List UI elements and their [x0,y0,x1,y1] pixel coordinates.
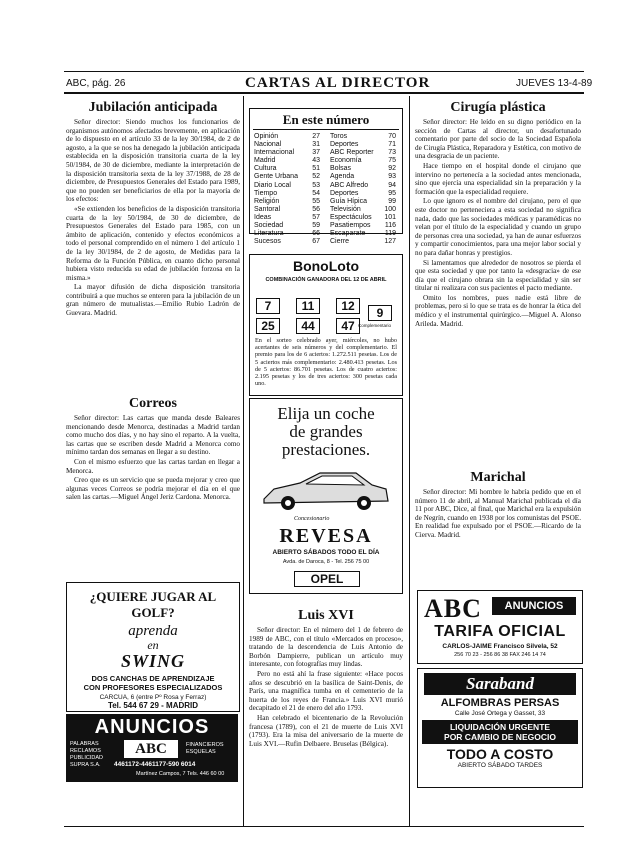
ad-phone: 4461172-4461177-590 6014 [114,761,196,768]
bonoloto-subtitle: COMBINACIÓN GANADORA DEL 12 DE ABRIL [265,277,387,283]
index-entry: Opinión 27 [254,133,320,140]
ad-headline: prestaciones. [281,440,371,459]
ad-text: en [147,638,159,652]
winning-number: 12 [336,298,360,314]
opel-logo: OPEL [294,571,360,587]
ad-address: CARCUA, 6 (entre Pº Rosa y Ferraz) [99,694,207,701]
index-entry: Bolsas 92 [330,165,396,173]
index-entry: Economía 75 [330,157,396,165]
index-entry: Agenda 93 [330,173,396,181]
abc-logo: ABC [124,740,178,758]
winning-number: 11 [296,298,320,314]
index-entry: Deportes 71 [330,141,396,149]
index-entry: Internacional 37 [254,149,320,157]
letter-title: Jubilación anticipada [88,100,218,115]
page-number: ABC, pág. 26 [66,78,126,89]
index-rule [253,129,399,130]
ad-text: ABIERTO SÁBADO TARDES [457,762,543,769]
ad-phone: 256 70 23 - 256 86 38 FAX 246 14 74 [454,652,546,658]
index-entry: Deportes 95 [330,189,396,197]
ad-headline: TARIFA OFICIAL [434,623,566,640]
letter-title: Correos [129,396,177,411]
index-list-left [254,133,320,246]
bonoloto-box [249,254,403,396]
index-entry: Religión 55 [254,197,320,205]
column-divider [243,96,244,826]
letter-body: Señor director: Mi hombre le habría pedido que en el número 11 de abril, al Manual Marichal publicada el día 11 por ABC, Dice, al final, que Marichal era la expulsión de Negrín, cuando en 1938 por los comunistas del PSOE. En realidad fue expulsado por el PSOE.—Ricardo de la Cierva. Madrid. [415,488,581,539]
winning-number: 47 [336,318,360,334]
index-entry: Sociedad 59 [254,222,320,230]
header-rule [64,92,584,94]
letter-title: Cirugía plástica [450,100,546,115]
index-entry: Espectáculos 101 [330,213,396,221]
dealer-brand: REVESA [279,525,373,547]
index-entry: Diario Local 53 [254,181,320,189]
index-entry: Gente Urbana 52 [254,173,320,181]
winning-number: 7 [256,298,280,314]
index-title: En este número [282,112,370,127]
index-entry: ABC Reporter 73 [330,149,396,157]
index-entry: Cierre 127 [330,238,396,246]
ad-address: Martínez Campos, 7 Tels. 446 60 00 [136,771,225,777]
index-entry: Nacional 31 [254,141,320,149]
bottom-rule [64,826,584,827]
winning-number: 25 [256,318,280,334]
bonoloto-text: En el sorteo celebrado ayer, miércoles, no hubo acertantes de seis números y del complementario. El premio para los de 6 aciertos: 1.272.511 pesetas. Los de 5 aciertos más complementario: 2.480.413 pesetas. Los de 5 aciertos: 86.701 pesetas. Los de cuatro aciertos: 2.195 pesetas y los de tres aciertos: 300 pesetas cada uno. [255,337,397,388]
ad-brand: SWING [120,651,186,671]
index-entry: Televisión 100 [330,205,396,213]
golf-ad [66,582,240,712]
index-entry: Toros 70 [330,133,396,140]
letter-body: Señor director: Siendo muchos los funcionarios de organismos autónomos afectados brevemente, en aplicación de lo dispuesto en el artículo 33 de la ley 30/1984, de 2 de agosto, a la que se nos ha denegado la jubilación anticipada establecida en la disposición transitoria cuarta de la ley 50/1984, de 30 de diciembre, mediante la interpretación de la disposición transitoria sexta de la ley 37/1988, de 28 de diciembre, de Presupuestos Generales del Estado para 1989, que no pueden ser beneficiarios de ella por la mayoría de los efectos: «Se extienden los beneficios de la disposición transitoria cuarta de la ley 50/1984, de 30 de diciembre, de Presupuestos Generales del Estado para 1985, con un ámbito de aplicación, contenido y efectos económicos a todo el personal comprendido en el número 1 del artículo 1 de la ley 30/1984, de 2 de agosto, de Medidas para la Reforma de la Función Pública, en cuanto dicho personal hubiera visto reducida su edad de jubilación forzosa en la misma.» La mayor difusión de dicha disposición transitoria contribuirá a que muchos se enteren para la jubilación de un gran número de mutualistas.—Emilio Rubio Ladrón de Guevara. Madrid. [66,118,240,318]
ad-text: FINANCIEROS ESQUELAS [186,742,224,755]
winning-number: 44 [296,318,320,334]
ad-phone: Tel. 544 67 29 - MADRID [107,701,199,710]
letter-body: Señor director: Las cartas que manda desde Baleares mencionando desde Menorca, destinadas a Madrid tardan como mucho dos días, y no hay sino el reparto. A la vuelta, las cartas que se escriben desde Madrid a Menorca como mínimo tardan dos semanas en llegar a su destino. Con el mismo esfuerzo que las cartas tardan en llegar a Menorca. Creo que es un servicio que se pueda mejorar y creo que algunas veces Correos se podría mejorar el día en el que salen las cartas.—Miguel Ángel Jeriz Cardona. Menorca. [66,414,240,502]
index-entry: Guía Hípica 99 [330,197,396,205]
ad-text: ABIERTO SÁBADOS TODO EL DÍA [272,549,380,556]
index-entry: Ideas 57 [254,213,320,221]
index-entry: Santoral 56 [254,205,320,213]
section-title: CARTAS AL DIRECTOR [245,75,431,91]
ad-text: aprenda [128,623,178,639]
ad-label: Concesionario [294,516,330,522]
index-entry: Literatura 66 [254,230,320,238]
numbers-row [256,317,360,335]
letter-title: Marichal [470,470,526,485]
index-entry: Sucesos 67 [254,238,320,246]
index-entry: Tiempo 54 [254,189,320,197]
ad-text: LIQUIDACIÓN URGENTE [449,722,551,732]
ad-headline: ANUNCIOS [94,716,210,738]
ad-address: CARLOS-JAIME Francisco Silvela, 52 [442,643,558,650]
letter-body: Señor director: He leído en su digno periódico en la sección de Cartas al director, un desafortunado comentario por parte del socio de la Sociedad Española de Cirugía Plástica, Reparadora y Estética, con motivo de una desgracia de un paciente. Hace tiempo en el hospital donde el cirujano que intervino no pertenecía a la sociedad antes mencionada, sino que ejercía una especialidad sin la preparación y la formación que la especialidad requiere. Lo que ignoro es el nombre del cirujano, pero el que este doctor no perteneciera a esta sociedad no significa nada, dado que las sociedades médicas y paramédicas no velan por el título de la especialidad y cuando un grupo de personas crea una sociedad, ya han de aunar esfuerzos y compartir conocimientos, para una mejor labor social y no para dañar honras y prestigios. Si lamentamos que alrededor de nosotros se pierda el que esta sociedad y que por tanto la «desgracia» de ese día que el cirujano obrara sin la especialidad y sin ser titular ni realizara con sus pacientes el pacto mediante. Omito los nombres, pues nadie está libre de problemas, pero si lo que se trata es de honrar la ética del médico y el instrumental quirúrgico.—Miguel A. Alonso Arileda. Madrid. [415,118,581,328]
column-divider [409,96,410,826]
ad-address: Calle José Ortega y Gasset, 33 [454,710,546,717]
letter-body: Señor director: En el número del 1 de febrero de 1989 de ABC, con el título «Mercados en proceso», tratando de la descendencia de Luis Antonio de Borbón Dampierre, publican un artículo muy interesante, con fotografías muy lindas. Pero no está ahí la frase siguiente: «Hace pocos años se descubrió en la basílica de Saint-Denis, de París, una magnífica tumba en el cementerio de la huerta de los reyes de Francia.» Luis XVI murió decapitado el 21 de enero del año 1793. Han celebrado el bicentenario de la Revolución francesa (1789), con el 21 de muerte de Luis XVI (1793). Era la misa del aniversario de la muerte de Luis XVI.—Rufin Delbaere. Bruselas (Bélgica). [249,626,403,748]
date: JUEVES 13-4-89 [516,78,593,89]
index-box [249,108,403,246]
saraband-logo: Saraband [424,673,576,695]
numbers-row [256,297,360,315]
car-ad [249,398,403,594]
ad-text: CON PROFESORES ESPECIALIZADOS [83,683,223,692]
ad-headline: TODO A COSTO [446,746,554,762]
ad-text: DOS CANCHAS DE APRENDIZAJE [91,674,215,683]
anuncios-ad [66,714,238,782]
ad-text: POR CAMBIO DE NEGOCIO [444,732,556,742]
ad-label: ANUNCIOS [492,597,576,615]
ad-headline: ALFOMBRAS PERSAS [440,697,560,709]
index-list-right [330,133,396,246]
ad-headline: de grandes [289,422,363,441]
index-entry: Cultura 51 [254,165,320,173]
car-image [260,465,392,515]
index-entry: Pasatiempos 116 [330,222,396,230]
complementary-label: Complementario [358,323,392,328]
index-entry: Escaparate 119 [330,230,396,238]
ad-headline: Elija un coche [277,404,375,423]
saraband-ad [417,668,583,788]
index-entry: Madrid 43 [254,157,320,165]
abc-logo: ABC [424,594,482,623]
letter-title: Luis XVI [298,608,354,623]
ad-headline: ¿QUIERE JUGAR AL GOLF? [89,589,217,620]
top-rule [64,71,584,72]
index-entry: ABC Alfredo 94 [330,181,396,189]
ad-text: PALABRAS RECLAMOS PUBLICIDAD SUPRA S.A. [70,741,104,768]
bonoloto-logo: BonoLoto [292,258,360,274]
ad-address: Avda. de Daroca, 8 - Tel. 256 75 00 [282,559,370,565]
complementary-number: 9 [368,305,392,321]
ad-banner [422,720,578,744]
abc-anuncios-ad [417,590,583,664]
